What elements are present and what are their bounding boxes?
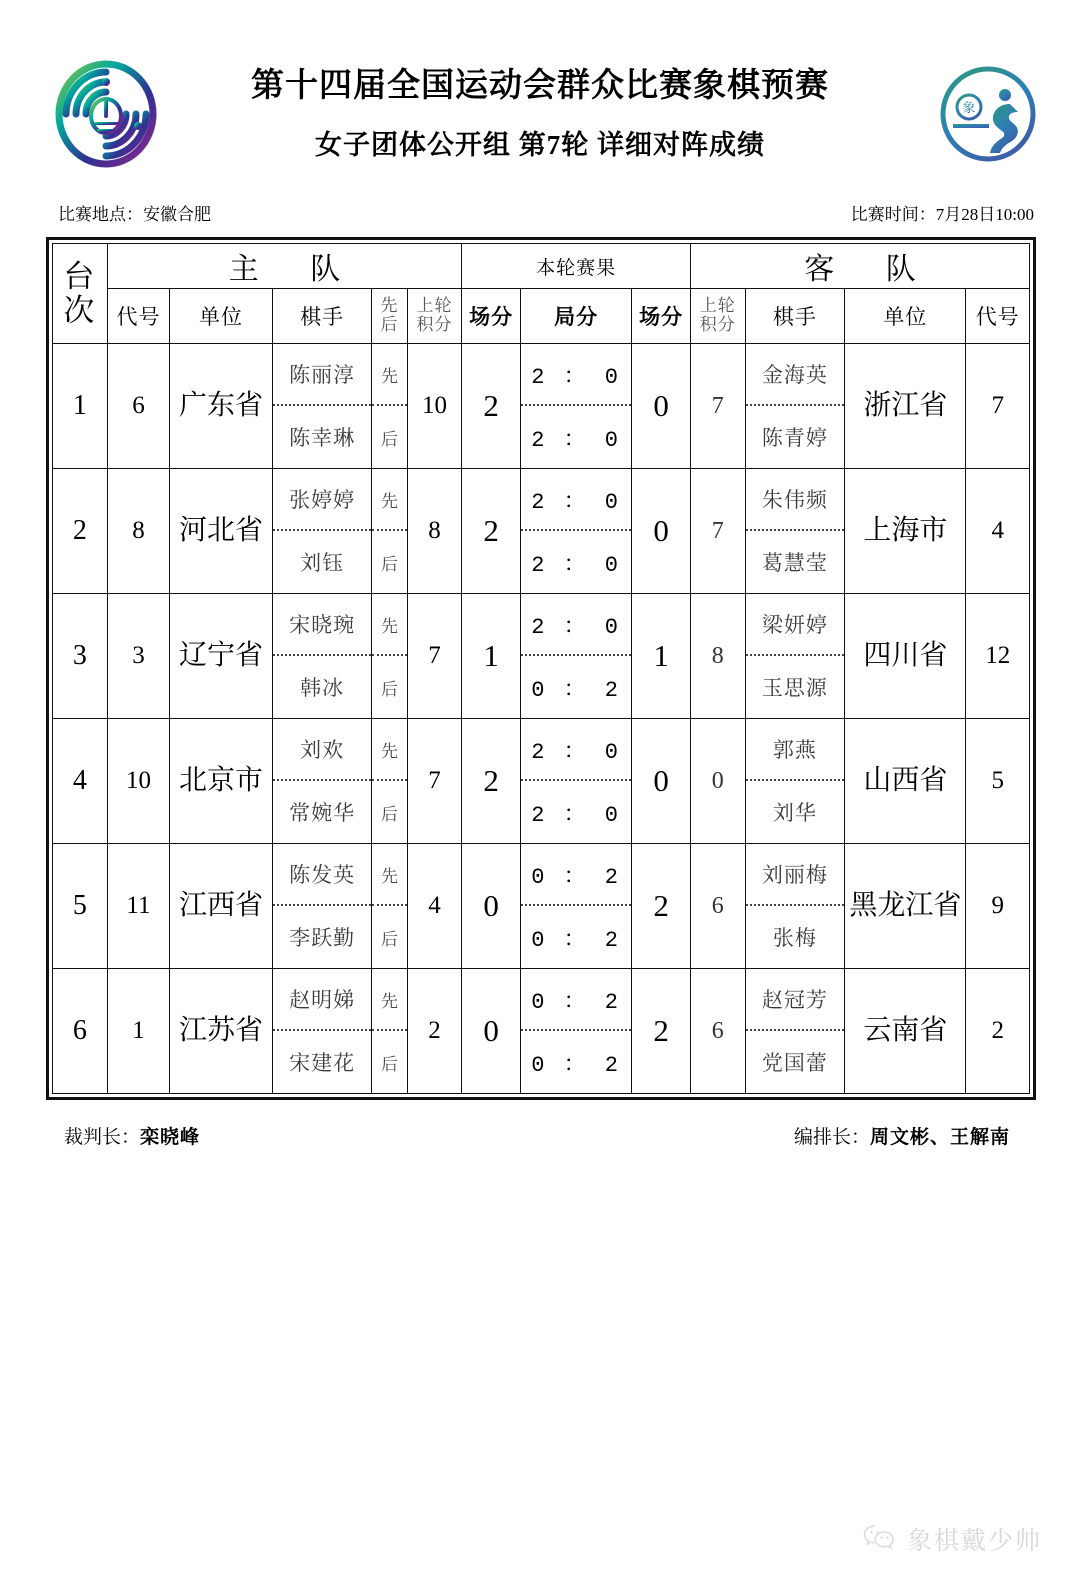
home-code-cell: 1 (107, 969, 170, 1094)
home-prev-points-cell: 2 (407, 969, 462, 1094)
home-player-1: 陈发英 (273, 844, 372, 906)
home-players-cell (272, 719, 372, 844)
svg-text:象: 象 (962, 100, 976, 115)
game-score-1: 2 ： 0 (521, 594, 631, 656)
away-match-score-cell: 0 (632, 719, 691, 844)
referee-name: 栾晓峰 (140, 1127, 201, 1148)
away-prev-points-cell: 8 (690, 594, 745, 719)
away-prev-points-cell: 6 (690, 969, 745, 1094)
header-board-line2: 次 (63, 292, 97, 328)
table-row (53, 719, 1030, 844)
move-order-first: 先 (372, 719, 406, 781)
home-player-2: 陈幸琳 (289, 426, 356, 450)
home-players-cell (272, 844, 372, 969)
board-number-cell: 4 (53, 719, 108, 844)
game-score-2: 2 ： 0 (531, 427, 622, 453)
game-scores-cell (520, 719, 631, 844)
header-away-prev-line2: 积分 (699, 315, 736, 334)
home-code-cell: 11 (107, 844, 170, 969)
home-player-1: 张婷婷 (273, 469, 372, 531)
home-prev-points-cell: 7 (407, 719, 462, 844)
home-unit-cell: 江西省 (170, 844, 273, 969)
header-away-team-group: 客 队 (690, 244, 1029, 289)
away-player-2: 玉思源 (761, 676, 828, 700)
move-order-cell (372, 469, 407, 594)
away-unit-cell: 四川省 (845, 594, 966, 719)
document-subtitle: 女子团体公开组 第7轮 详细对阵成绩 (315, 130, 765, 161)
game-score-2: 2 ： 0 (531, 802, 622, 828)
header-home-player: 棋手 (272, 289, 372, 344)
away-player-1: 金海英 (746, 344, 845, 406)
home-player-2: 常婉华 (289, 801, 356, 825)
header-game-score: 局分 (520, 289, 631, 344)
home-player-1: 宋晓琬 (273, 594, 372, 656)
document-title: 第十四届全国运动会群众比赛象棋预赛 (251, 68, 829, 104)
move-order-cell (372, 844, 407, 969)
home-unit-cell: 辽宁省 (170, 594, 273, 719)
away-code-cell: 2 (966, 969, 1030, 1094)
move-order-second: 后 (381, 1054, 399, 1074)
game-score-2: 0 ： 2 (531, 927, 622, 953)
home-player-2: 宋建花 (289, 1051, 356, 1075)
move-order-second: 后 (381, 679, 399, 699)
header-away-prev-line1: 上轮 (699, 296, 736, 316)
scheduler-name: 周文彬、王解南 (869, 1127, 1010, 1148)
away-player-1: 梁妍婷 (746, 594, 845, 656)
move-order-cell (372, 719, 407, 844)
move-order-second: 后 (381, 929, 399, 949)
table-row (53, 594, 1030, 719)
venue-label: 比赛地点：安徽合肥 (58, 205, 211, 224)
move-order-first: 先 (372, 969, 406, 1031)
home-match-score-cell: 2 (462, 344, 521, 469)
header-away-match-score: 场分 (632, 289, 691, 344)
header-home-prev-points (407, 289, 462, 344)
home-code-cell: 6 (107, 344, 170, 469)
header-away-unit: 单位 (845, 289, 966, 344)
home-players-cell (272, 469, 372, 594)
home-unit-cell: 河北省 (170, 469, 273, 594)
table-row (53, 344, 1030, 469)
title-block (0, 52, 1080, 162)
header-move-order-line1: 先 (380, 296, 399, 316)
header-round-result-group: 本轮赛果 (462, 244, 691, 289)
scheduler-label: 编排长： (793, 1127, 870, 1148)
table-header-group-row (53, 244, 1030, 289)
datetime-label: 比赛时间：7月28日10:00 (850, 205, 1034, 224)
table-row (53, 469, 1030, 594)
header-move-order-line2: 后 (380, 315, 399, 334)
game-scores-cell (520, 344, 631, 469)
away-unit-cell: 云南省 (845, 969, 966, 1094)
header-away-code: 代号 (966, 289, 1030, 344)
home-player-1: 陈丽淳 (273, 344, 372, 406)
away-code-cell: 9 (966, 844, 1030, 969)
game-score-1: 2 ： 0 (521, 344, 631, 406)
referee-label: 裁判长： (64, 1127, 141, 1148)
home-code-cell: 10 (107, 719, 170, 844)
board-number-cell: 2 (53, 469, 108, 594)
home-players-cell (272, 344, 372, 469)
game-scores-cell (520, 594, 631, 719)
move-order-second: 后 (381, 554, 399, 574)
away-prev-points-cell: 7 (690, 344, 745, 469)
home-prev-points-cell: 8 (407, 469, 462, 594)
away-code-cell: 12 (966, 594, 1030, 719)
away-match-score-cell: 2 (632, 969, 691, 1094)
home-players-cell (272, 969, 372, 1094)
home-unit-cell: 北京市 (170, 719, 273, 844)
board-number-cell: 6 (53, 969, 108, 1094)
document-header (0, 52, 1080, 182)
game-score-2: 2 ： 0 (531, 552, 622, 578)
table-header-row (53, 289, 1030, 344)
away-unit-cell: 山西省 (845, 719, 966, 844)
header-home-team-group: 主 队 (107, 244, 462, 289)
move-order-first: 先 (372, 344, 406, 406)
away-player-2: 陈青婷 (761, 426, 828, 450)
home-player-1: 赵明娣 (273, 969, 372, 1031)
results-table-container (46, 237, 1036, 1100)
away-player-1: 朱伟频 (746, 469, 845, 531)
header-away-prev-points (690, 289, 745, 344)
referee-block (64, 1122, 200, 1149)
home-unit-cell: 广东省 (170, 344, 273, 469)
away-prev-points-cell: 7 (690, 469, 745, 594)
away-match-score-cell: 1 (632, 594, 691, 719)
away-player-2: 葛慧莹 (761, 551, 828, 575)
away-player-1: 赵冠芳 (746, 969, 845, 1031)
home-match-score-cell: 0 (462, 969, 521, 1094)
away-code-cell: 4 (966, 469, 1030, 594)
game-scores-cell (520, 469, 631, 594)
mass-sports-chess-emblem-icon (936, 62, 1040, 166)
footer-row (0, 1122, 1080, 1149)
table-row (53, 969, 1030, 1094)
game-scores-cell (520, 844, 631, 969)
watermark (863, 1521, 1042, 1557)
results-table (52, 243, 1030, 1094)
move-order-second: 后 (381, 429, 399, 449)
game-score-1: 0 ： 2 (521, 969, 631, 1031)
move-order-cell (372, 344, 407, 469)
move-order-first: 先 (372, 594, 406, 656)
home-players-cell (272, 594, 372, 719)
away-player-2: 刘华 (772, 801, 817, 825)
away-code-cell: 5 (966, 719, 1030, 844)
away-unit-cell: 浙江省 (845, 344, 966, 469)
move-order-second: 后 (381, 804, 399, 824)
away-code-cell: 7 (966, 344, 1030, 469)
away-players-cell (745, 594, 845, 719)
meta-row (0, 200, 1080, 225)
watermark-text: 象棋戴少帅 (906, 1528, 1042, 1555)
scheduler-block (794, 1122, 1010, 1149)
game-score-1: 2 ： 0 (521, 469, 631, 531)
header-board-number (53, 244, 108, 344)
header-home-unit: 单位 (170, 289, 273, 344)
away-players-cell (745, 344, 845, 469)
home-code-cell: 3 (107, 594, 170, 719)
away-match-score-cell: 2 (632, 844, 691, 969)
away-unit-cell: 黑龙江省 (845, 844, 966, 969)
move-order-cell (372, 969, 407, 1094)
header-home-prev-line2: 积分 (416, 315, 453, 334)
board-number-cell: 3 (53, 594, 108, 719)
home-match-score-cell: 1 (462, 594, 521, 719)
away-unit-cell: 上海市 (845, 469, 966, 594)
away-players-cell (745, 844, 845, 969)
home-code-cell: 8 (107, 469, 170, 594)
game-score-2: 0 ： 2 (531, 677, 622, 703)
home-player-2: 韩冰 (300, 676, 345, 700)
move-order-first: 先 (372, 469, 406, 531)
away-player-2: 张梅 (772, 926, 817, 950)
home-prev-points-cell: 10 (407, 344, 462, 469)
move-order-cell (372, 594, 407, 719)
header-home-prev-line1: 上轮 (416, 296, 453, 316)
header-home-match-score: 场分 (462, 289, 521, 344)
header-away-player: 棋手 (745, 289, 845, 344)
away-match-score-cell: 0 (632, 344, 691, 469)
board-number-cell: 1 (53, 344, 108, 469)
away-prev-points-cell: 6 (690, 844, 745, 969)
national-games-emblem-icon (52, 60, 160, 168)
header-home-code: 代号 (107, 289, 170, 344)
home-match-score-cell: 2 (462, 469, 521, 594)
table-row (53, 844, 1030, 969)
game-score-2: 0 ： 2 (531, 1052, 622, 1078)
away-players-cell (745, 469, 845, 594)
away-players-cell (745, 719, 845, 844)
home-prev-points-cell: 4 (407, 844, 462, 969)
home-player-2: 李跃勤 (289, 926, 356, 950)
home-player-1: 刘欢 (273, 719, 372, 781)
header-board-line1: 台 (63, 259, 97, 295)
away-match-score-cell: 0 (632, 469, 691, 594)
table-body (53, 344, 1030, 1094)
away-player-1: 郭燕 (746, 719, 845, 781)
home-player-2: 刘钰 (300, 551, 345, 575)
game-scores-cell (520, 969, 631, 1094)
away-players-cell (745, 969, 845, 1094)
away-prev-points-cell: 0 (690, 719, 745, 844)
board-number-cell: 5 (53, 844, 108, 969)
home-match-score-cell: 0 (462, 844, 521, 969)
away-player-2: 党国蕾 (761, 1051, 828, 1075)
away-player-1: 刘丽梅 (746, 844, 845, 906)
move-order-first: 先 (372, 844, 406, 906)
wechat-icon (863, 1524, 897, 1554)
game-score-1: 2 ： 0 (521, 719, 631, 781)
header-move-order (372, 289, 407, 344)
home-prev-points-cell: 7 (407, 594, 462, 719)
game-score-1: 0 ： 2 (521, 844, 631, 906)
home-unit-cell: 江苏省 (170, 969, 273, 1094)
document-page (0, 52, 1080, 1579)
home-match-score-cell: 2 (462, 719, 521, 844)
